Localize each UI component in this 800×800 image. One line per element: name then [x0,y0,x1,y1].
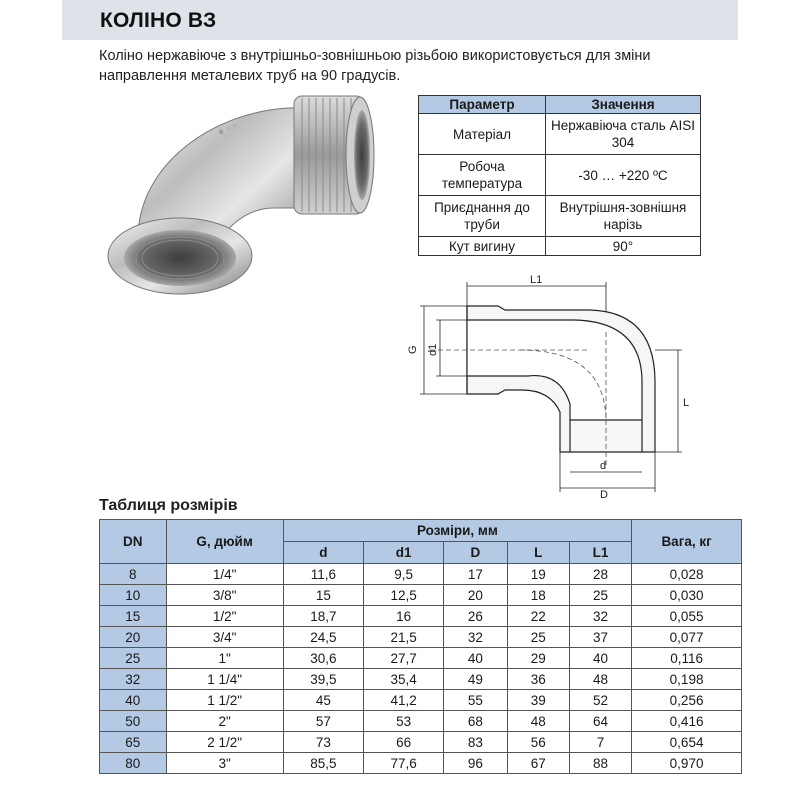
dim-label-G: G [407,345,419,354]
D-cell: 96 [444,753,507,774]
weight-cell: 0,654 [632,732,742,753]
dn-cell: 40 [100,690,167,711]
d-cell: 73 [283,732,363,753]
L1-cell: 7 [569,732,631,753]
g-cell: 1 1/2" [166,690,283,711]
dim-label-d: d [600,460,607,472]
weight-cell: 0,416 [632,711,742,732]
g-cell: 3" [166,753,283,774]
param-cell: Приєднання до труби [419,196,546,237]
L1-cell: 28 [569,564,631,585]
value-cell: -30 … +220 ºС [546,155,701,196]
dim-label-d1: d1 [427,343,439,356]
D-cell: 32 [444,627,507,648]
d-cell: 24,5 [283,627,363,648]
header-dn: DN [100,520,167,564]
page-title: КОЛІНО ВЗ [100,9,217,32]
table-row [100,732,742,753]
g-cell: 3/8" [166,585,283,606]
D-cell: 20 [444,585,507,606]
table-row [100,669,742,690]
table-row [419,196,701,237]
L1-cell: 25 [569,585,631,606]
header-g: G, дюйм [166,520,283,564]
dn-cell: 15 [100,606,167,627]
header-weight: Вага, кг [632,520,742,564]
table-row [100,648,742,669]
d-cell: 85,5 [283,753,363,774]
weight-cell: 0,077 [632,627,742,648]
L-cell: 29 [507,648,569,669]
g-cell: 2 1/2" [166,732,283,753]
sizes-table [99,519,742,774]
D-cell: 17 [444,564,507,585]
g-cell: 1/2" [166,606,283,627]
L1-cell: 52 [569,690,631,711]
g-cell: 1 1/4" [166,669,283,690]
technical-drawing [407,272,700,504]
L-cell: 39 [507,690,569,711]
dn-cell: 8 [100,564,167,585]
table-row [100,753,742,774]
table-row [100,711,742,732]
value-cell: 90° [546,237,701,256]
value-cell: Внутрішня-зовнішня нарізь [546,196,701,237]
weight-cell: 0,030 [632,585,742,606]
L1-cell: 64 [569,711,631,732]
L1-cell: 32 [569,606,631,627]
header-L1: L1 [569,542,631,564]
d1-cell: 35,4 [363,669,443,690]
title-bar [62,0,738,40]
dn-cell: 10 [100,585,167,606]
dim-label-L: L [683,397,690,409]
table-row [419,155,701,196]
weight-cell: 0,055 [632,606,742,627]
sizes-table-body [100,564,742,774]
d-cell: 30,6 [283,648,363,669]
dn-cell: 50 [100,711,167,732]
d1-cell: 66 [363,732,443,753]
d-cell: 11,6 [283,564,363,585]
d1-cell: 53 [363,711,443,732]
L1-cell: 48 [569,669,631,690]
L-cell: 56 [507,732,569,753]
g-cell: 1" [166,648,283,669]
d1-cell: 16 [363,606,443,627]
param-cell: Кут вигину [419,237,546,256]
L1-cell: 88 [569,753,631,774]
L-cell: 25 [507,627,569,648]
dn-cell: 25 [100,648,167,669]
header-D: D [444,542,507,564]
table-row [100,690,742,711]
dn-cell: 32 [100,669,167,690]
table-row [100,627,742,648]
D-cell: 49 [444,669,507,690]
dn-cell: 65 [100,732,167,753]
product-description: Коліно нержавіюче з внутрішньо-зовнішньою різьбою використовується для зміни направлення металевих труб на 90 градусів. [99,48,651,84]
header-L: L [507,542,569,564]
sizes-title: Таблиця розмірів [99,497,238,514]
d-cell: 57 [283,711,363,732]
D-cell: 83 [444,732,507,753]
dim-label-L1: L1 [530,274,543,286]
g-cell: 1/4" [166,564,283,585]
dim-label-D: D [600,489,608,501]
d1-cell: 77,6 [363,753,443,774]
param-cell: Матеріал [419,114,546,155]
d1-cell: 9,5 [363,564,443,585]
L1-cell: 40 [569,648,631,669]
table-row [419,237,701,256]
table-row [419,114,701,155]
L-cell: 19 [507,564,569,585]
d-cell: 15 [283,585,363,606]
parameters-table [418,95,701,256]
value-header: Значення [546,96,701,114]
d1-cell: 41,2 [363,690,443,711]
g-cell: 3/4" [166,627,283,648]
D-cell: 26 [444,606,507,627]
weight-cell: 0,028 [632,564,742,585]
table-row [100,606,742,627]
header-d1: d1 [363,542,443,564]
value-cell: Нержавіюча сталь AISI 304 [546,114,701,155]
table-row [100,585,742,606]
weight-cell: 0,256 [632,690,742,711]
D-cell: 68 [444,711,507,732]
L-cell: 22 [507,606,569,627]
param-cell: Робоча температура [419,155,546,196]
elbow-photo [98,88,390,300]
L-cell: 18 [507,585,569,606]
table-row [100,564,742,585]
d1-cell: 21,5 [363,627,443,648]
weight-cell: 0,116 [632,648,742,669]
D-cell: 40 [444,648,507,669]
svg-text:♦ ▫ ▫: ♦ ▫ ▫ [216,119,239,139]
d-cell: 39,5 [283,669,363,690]
weight-cell: 0,970 [632,753,742,774]
L-cell: 36 [507,669,569,690]
d1-cell: 12,5 [363,585,443,606]
L1-cell: 37 [569,627,631,648]
d-cell: 45 [283,690,363,711]
g-cell: 2" [166,711,283,732]
header-dimensions: Розміри, мм [283,520,631,542]
D-cell: 55 [444,690,507,711]
d1-cell: 27,7 [363,648,443,669]
header-d: d [283,542,363,564]
dn-cell: 20 [100,627,167,648]
L-cell: 67 [507,753,569,774]
weight-cell: 0,198 [632,669,742,690]
d-cell: 18,7 [283,606,363,627]
param-header: Параметр [419,96,546,114]
L-cell: 48 [507,711,569,732]
dn-cell: 80 [100,753,167,774]
